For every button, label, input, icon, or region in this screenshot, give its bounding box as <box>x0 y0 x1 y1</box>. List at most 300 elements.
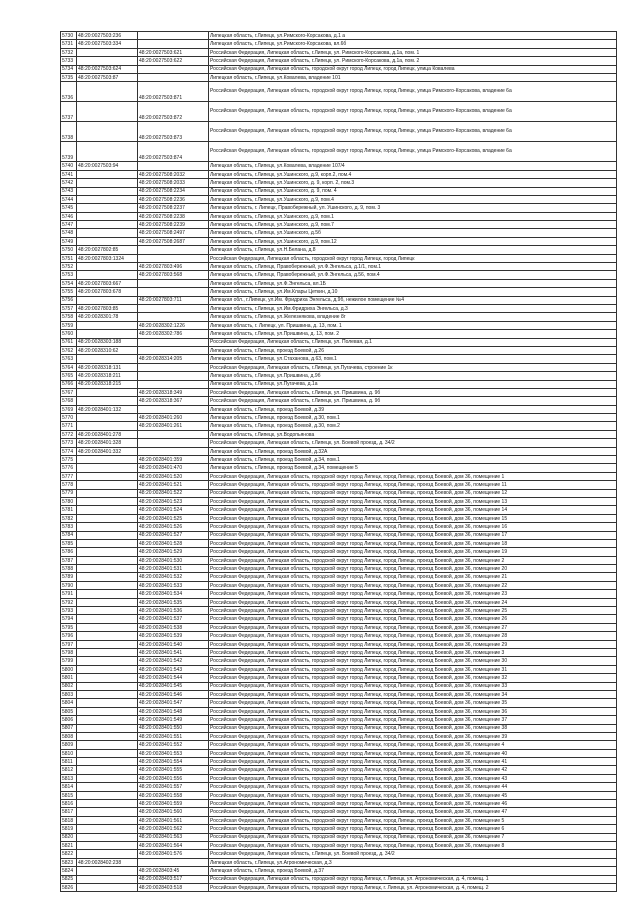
address-cell: Российская Федерация, Липецкая область, городской округ город Липецк, город Липецк, проезд Боевой, дом 36, помещение 8 <box>209 841 617 849</box>
row-number-cell: 5749 <box>61 237 77 245</box>
row-number-cell: 5754 <box>61 279 77 287</box>
land-cadastral-number-cell <box>77 841 138 849</box>
premises-cadastral-number-cell: 48:20:0028401:552 <box>138 741 209 749</box>
table-row <box>61 665 617 673</box>
premises-cadastral-number-cell: 48:20:0027508:2236 <box>138 195 209 203</box>
table-row <box>61 122 617 142</box>
table-row <box>61 388 617 396</box>
premises-cadastral-number-cell: 48:20:0028401:543 <box>138 665 209 673</box>
premises-cadastral-number-cell: 48:20:0028401:538 <box>138 623 209 631</box>
table-row <box>61 825 617 833</box>
land-cadastral-number-cell <box>77 539 138 547</box>
table-row <box>61 304 617 312</box>
row-number-cell: 5782 <box>61 514 77 522</box>
premises-cadastral-number-cell <box>138 279 209 287</box>
address-cell: Российская Федерация, Липецкая область, г.Липецк, ул. Боевой проезд, д. 34/2 <box>209 439 617 447</box>
table-row <box>61 783 617 791</box>
table-row <box>61 82 617 102</box>
row-number-cell: 5732 <box>61 48 77 56</box>
row-number-cell: 5768 <box>61 397 77 405</box>
premises-cadastral-number-cell: 48:20:0028302:1226 <box>138 321 209 329</box>
premises-cadastral-number-cell <box>138 246 209 254</box>
land-cadastral-number-cell <box>77 774 138 782</box>
premises-cadastral-number-cell: 48:20:0028401:520 <box>138 472 209 480</box>
table-row <box>61 649 617 657</box>
address-cell: Липецкая область, г.Липецк, ул.Им.Клары Цеткин, д.10 <box>209 288 617 296</box>
row-number-cell: 5778 <box>61 481 77 489</box>
row-number-cell: 5742 <box>61 179 77 187</box>
table-row <box>61 657 617 665</box>
records-body <box>61 32 617 892</box>
row-number-cell: 5794 <box>61 615 77 623</box>
premises-cadastral-number-cell: 48:20:0028401:549 <box>138 716 209 724</box>
row-number-cell: 5777 <box>61 472 77 480</box>
row-number-cell: 5746 <box>61 212 77 220</box>
premises-cadastral-number-cell: 48:20:0028401:555 <box>138 766 209 774</box>
premises-cadastral-number-cell: 48:20:0027803:496 <box>138 263 209 271</box>
land-cadastral-number-cell <box>77 212 138 220</box>
premises-cadastral-number-cell: 48:20:0028401:558 <box>138 791 209 799</box>
row-number-cell: 5824 <box>61 867 77 875</box>
land-cadastral-number-cell <box>77 590 138 598</box>
table-row <box>61 707 617 715</box>
address-cell: Российская Федерация, Липецкая область, городской округ город Липецк, город Липецк, проезд Боевой, дом 36, помещение 26 <box>209 615 617 623</box>
address-cell: Российская Федерация, Липецкая область, городской округ город Липецк, г. Липецк, ул. Агрономическая, д. 4, помещ. 2 <box>209 883 617 891</box>
table-row <box>61 221 617 229</box>
land-cadastral-number-cell: 48:20:0027802:85 <box>77 246 138 254</box>
land-cadastral-number-cell: 48:20:0028401:278 <box>77 430 138 438</box>
land-cadastral-number-cell: 48:20:0027803:678 <box>77 288 138 296</box>
address-cell: Российская Федерация, Липецкая область, городской округ город Липецк, город Липецк, проезд Боевой, дом 36, помещение 42 <box>209 766 617 774</box>
premises-cadastral-number-cell <box>138 372 209 380</box>
row-number-cell: 5757 <box>61 304 77 312</box>
row-number-cell: 5803 <box>61 690 77 698</box>
row-number-cell: 5806 <box>61 716 77 724</box>
premises-cadastral-number-cell: 48:20:0028401:561 <box>138 816 209 824</box>
address-cell: Липецкая область, г.Липецк, ул.Ушинского, д.9, пом.7 <box>209 221 617 229</box>
table-row <box>61 288 617 296</box>
row-number-cell: 5811 <box>61 758 77 766</box>
land-cadastral-number-cell: 48:20:0028318:215 <box>77 380 138 388</box>
table-row <box>61 514 617 522</box>
row-number-cell: 5786 <box>61 548 77 556</box>
table-row <box>61 699 617 707</box>
address-cell: Российская Федерация, Липецкая область, городской округ город Липецк, город Липецк, проезд Боевой, дом 36, помещение 13 <box>209 497 617 505</box>
address-cell: Российская Федерация, Липецкая область, городской округ город Липецк, город Липецк, проезд Боевой, дом 36, помещение 28 <box>209 632 617 640</box>
premises-cadastral-number-cell: 48:20:0028403:45 <box>138 867 209 875</box>
row-number-cell: 5751 <box>61 254 77 262</box>
table-row <box>61 102 617 122</box>
table-row <box>61 833 617 841</box>
address-cell: Российская Федерация, Липецкая область, городской округ город Липецк, город Липецк, проезд Боевой, дом 36, помещение 33 <box>209 682 617 690</box>
row-number-cell: 5804 <box>61 699 77 707</box>
table-row <box>61 875 617 883</box>
address-cell: Российская Федерация, Липецкая область, городской округ город Липецк, город Липецк, проезд Боевой, дом 36, помещение 43 <box>209 774 617 782</box>
land-cadastral-number-cell <box>77 825 138 833</box>
row-number-cell: 5820 <box>61 833 77 841</box>
premises-cadastral-number-cell: 48:20:0028401:261 <box>138 422 209 430</box>
premises-cadastral-number-cell <box>138 338 209 346</box>
land-cadastral-number-cell <box>77 800 138 808</box>
land-cadastral-number-cell <box>77 179 138 187</box>
premises-cadastral-number-cell: 48:20:0028401:551 <box>138 732 209 740</box>
table-row <box>61 414 617 422</box>
land-cadastral-number-cell <box>77 707 138 715</box>
land-cadastral-number-cell: 48:20:0027803:667 <box>77 279 138 287</box>
premises-cadastral-number-cell: 48:20:0028401:545 <box>138 682 209 690</box>
table-row <box>61 481 617 489</box>
address-cell: Липецкая область, г.Липецк, ул.Ушинского, д.9, пом.12 <box>209 237 617 245</box>
table-row <box>61 447 617 455</box>
table-row <box>61 212 617 220</box>
address-cell: Российская Федерация, Липецкая область, городской округ город Липецк, город Липецк, проезд Боевой, дом 36, помещение 38 <box>209 724 617 732</box>
row-number-cell: 5764 <box>61 363 77 371</box>
table-row <box>61 405 617 413</box>
premises-cadastral-number-cell: 48:20:0028401:521 <box>138 481 209 489</box>
table-row <box>61 296 617 304</box>
table-row <box>61 623 617 631</box>
premises-cadastral-number-cell: 48:20:0027508:2238 <box>138 212 209 220</box>
address-cell: Российская Федерация, Липецкая область, городской округ город Липецк, город Липецк, проезд Боевой, дом 36, помещение 4 <box>209 741 617 749</box>
address-cell: Липецкая область, г.Липецк, проезд Боевой, д.30, пом.1 <box>209 414 617 422</box>
row-number-cell: 5734 <box>61 65 77 73</box>
table-row <box>61 867 617 875</box>
address-cell: Российская Федерация, Липецкая область, городской округ город Липецк, город Липецк, проезд Боевой, дом 36, помещение 31 <box>209 665 617 673</box>
row-number-cell: 5789 <box>61 573 77 581</box>
address-cell: Российская Федерация, Липецкая область, г.Липецк, ул. Пришвина, д. 9б <box>209 397 617 405</box>
table-row <box>61 439 617 447</box>
address-cell: Липецкая область, г.Липецк, проезд Боевой, д.30, пом.2 <box>209 422 617 430</box>
land-cadastral-number-cell: 48:20:0027503:236 <box>77 32 138 40</box>
address-cell: Российская Федерация, Липецкая область, городской округ город Липецк, город Липецк <box>209 254 617 262</box>
premises-cadastral-number-cell: 48:20:0027803:711 <box>138 296 209 304</box>
address-cell: Российская Федерация, Липецкая область, городской округ город Липецк, город Липецк, проезд Боевой, дом 36, помещение 18 <box>209 539 617 547</box>
premises-cadastral-number-cell: 48:20:0028401:523 <box>138 497 209 505</box>
land-cadastral-number-cell <box>77 397 138 405</box>
land-cadastral-number-cell <box>77 82 138 102</box>
row-number-cell: 5752 <box>61 263 77 271</box>
address-cell: Липецкая область, г.Липецк, ул.Ушинского, д.5б <box>209 229 617 237</box>
premises-cadastral-number-cell: 48:20:0028401:537 <box>138 615 209 623</box>
land-cadastral-number-cell <box>77 833 138 841</box>
premises-cadastral-number-cell <box>138 380 209 388</box>
table-row <box>61 204 617 212</box>
row-number-cell: 5747 <box>61 221 77 229</box>
table-row <box>61 690 617 698</box>
land-cadastral-number-cell <box>77 556 138 564</box>
row-number-cell: 5748 <box>61 229 77 237</box>
address-cell: Липецкая область, г.Липецк, проезд Боевой, д.34, помещение 5 <box>209 464 617 472</box>
address-cell: Российская Федерация, Липецкая область, городской округ город Липецк, город Липецк, проезд Боевой, дом 36, помещение 46 <box>209 800 617 808</box>
premises-cadastral-number-cell: 48:20:0027503:871 <box>138 82 209 102</box>
premises-cadastral-number-cell <box>138 363 209 371</box>
table-row <box>61 330 617 338</box>
premises-cadastral-number-cell: 48:20:0028401:547 <box>138 699 209 707</box>
address-cell: Российская Федерация, Липецкая область, городской округ город Липецк, город Липецк, проезд Боевой, дом 36, помещение 25 <box>209 607 617 615</box>
premises-cadastral-number-cell: 48:20:0027503:872 <box>138 102 209 122</box>
premises-cadastral-number-cell: 48:20:0028401:359 <box>138 456 209 464</box>
premises-cadastral-number-cell: 48:20:0028401:470 <box>138 464 209 472</box>
address-cell: Российская Федерация, Липецкая область, г.Липецк, ул.Пугачева, строение 1к <box>209 363 617 371</box>
premises-cadastral-number-cell <box>138 346 209 354</box>
land-cadastral-number-cell <box>77 514 138 522</box>
row-number-cell: 5798 <box>61 649 77 657</box>
land-cadastral-number-cell <box>77 665 138 673</box>
land-cadastral-number-cell <box>77 682 138 690</box>
address-cell: Российская Федерация, Липецкая область, городской округ город Липецк, город Липецк, проезд Боевой, дом 36, помещение 1 <box>209 472 617 480</box>
row-number-cell: 5800 <box>61 665 77 673</box>
table-row <box>61 791 617 799</box>
row-number-cell: 5795 <box>61 623 77 631</box>
row-number-cell: 5761 <box>61 338 77 346</box>
table-row <box>61 682 617 690</box>
row-number-cell: 5766 <box>61 380 77 388</box>
address-cell: Липецкая область, г.Липецк, проезд Боевой, д.37 <box>209 867 617 875</box>
land-cadastral-number-cell <box>77 388 138 396</box>
premises-cadastral-number-cell: 48:20:0027508:2239 <box>138 221 209 229</box>
premises-cadastral-number-cell: 48:20:0028401:536 <box>138 607 209 615</box>
address-cell: Липецкая область, г.Липецк, ул.Ф.Энгельса, вл.1Б <box>209 279 617 287</box>
table-row <box>61 724 617 732</box>
premises-cadastral-number-cell: 48:20:0027508:2032 <box>138 170 209 178</box>
land-cadastral-number-cell: 48:20:0028401:332 <box>77 447 138 455</box>
premises-cadastral-number-cell: 48:20:0028401:527 <box>138 531 209 539</box>
premises-cadastral-number-cell: 48:20:0027508:2033 <box>138 179 209 187</box>
address-cell: Российская Федерация, Липецкая область, городской округ город Липецк, город Липецк, проезд Боевой, дом 36, помещение 32 <box>209 674 617 682</box>
table-row <box>61 489 617 497</box>
land-cadastral-number-cell <box>77 850 138 858</box>
premises-cadastral-number-cell: 48:20:0028401:540 <box>138 640 209 648</box>
address-cell: Российская Федерация, Липецкая область, городской округ город Липецк, г. Липецк, ул. Агрономическая, д. 4, помещ. 1 <box>209 875 617 883</box>
row-number-cell: 5741 <box>61 170 77 178</box>
address-cell: Российская Федерация, Липецкая область, городской округ город Липецк, город Липецк, проезд Боевой, дом 36, помещение 5 <box>209 816 617 824</box>
land-cadastral-number-cell <box>77 690 138 698</box>
row-number-cell: 5770 <box>61 414 77 422</box>
row-number-cell: 5797 <box>61 640 77 648</box>
address-cell: Липецкая область, г.Липецк, ул.Ушинского, д.9, пом.4 <box>209 195 617 203</box>
row-number-cell: 5780 <box>61 497 77 505</box>
table-row <box>61 774 617 782</box>
row-number-cell: 5822 <box>61 850 77 858</box>
land-cadastral-number-cell: 48:20:0027803:1324 <box>77 254 138 262</box>
land-cadastral-number-cell <box>77 649 138 657</box>
premises-cadastral-number-cell: 48:20:0027803:568 <box>138 271 209 279</box>
land-cadastral-number-cell <box>77 867 138 875</box>
table-row <box>61 556 617 564</box>
premises-cadastral-number-cell: 48:20:0028401:564 <box>138 841 209 849</box>
land-cadastral-number-cell: 48:20:0027503:334 <box>77 40 138 48</box>
premises-cadastral-number-cell: 48:20:0028401:559 <box>138 800 209 808</box>
table-row <box>61 246 617 254</box>
land-cadastral-number-cell <box>77 632 138 640</box>
premises-cadastral-number-cell <box>138 73 209 81</box>
premises-cadastral-number-cell: 48:20:0028401:539 <box>138 632 209 640</box>
row-number-cell: 5796 <box>61 632 77 640</box>
row-number-cell: 5767 <box>61 388 77 396</box>
land-cadastral-number-cell <box>77 204 138 212</box>
premises-cadastral-number-cell: 48:20:0027508:2497 <box>138 229 209 237</box>
land-cadastral-number-cell <box>77 523 138 531</box>
table-row <box>61 716 617 724</box>
address-cell: Российская Федерация, Липецкая область, г.Липецк, ул. Полевая, д.1 <box>209 338 617 346</box>
land-cadastral-number-cell <box>77 607 138 615</box>
address-cell: Липецкая область, г.Липецк, ул.Им.Фридриха Энгельса, д.3 <box>209 304 617 312</box>
premises-cadastral-number-cell: 48:20:0028401:522 <box>138 489 209 497</box>
table-row <box>61 142 617 162</box>
row-number-cell: 5731 <box>61 40 77 48</box>
address-cell: Российская Федерация, Липецкая область, городской округ город Липецк, город Липецк, улица Римского-Корсакова, владение 6а <box>209 82 617 102</box>
land-cadastral-number-cell <box>77 330 138 338</box>
premises-cadastral-number-cell <box>138 65 209 73</box>
premises-cadastral-number-cell: 48:20:0028314:205 <box>138 355 209 363</box>
table-row <box>61 73 617 81</box>
land-cadastral-number-cell <box>77 816 138 824</box>
address-cell: Липецкая область, г.Липецк, ул.Ушинского, д. 9, пом. 4 <box>209 187 617 195</box>
row-number-cell: 5765 <box>61 372 77 380</box>
row-number-cell: 5807 <box>61 724 77 732</box>
table-row <box>61 380 617 388</box>
table-row <box>61 598 617 606</box>
row-number-cell: 5743 <box>61 187 77 195</box>
row-number-cell: 5772 <box>61 430 77 438</box>
row-number-cell: 5825 <box>61 875 77 883</box>
row-number-cell: 5808 <box>61 732 77 740</box>
table-row <box>61 57 617 65</box>
land-cadastral-number-cell <box>77 414 138 422</box>
address-cell: Российская Федерация, Липецкая область, городской округ город Липецк, город Липецк, проезд Боевой, дом 36, помещение 12 <box>209 489 617 497</box>
address-cell: Российская Федерация, Липецкая область, городской округ город Липецк, город Липецк, улица Римского-Корсакова, владение 6а <box>209 102 617 122</box>
premises-cadastral-number-cell: 48:20:0028401:544 <box>138 674 209 682</box>
land-cadastral-number-cell <box>77 489 138 497</box>
premises-cadastral-number-cell <box>138 439 209 447</box>
address-cell: Российская Федерация, Липецкая область, городской округ город Липецк, город Липецк, проезд Боевой, дом 36, помещение 23 <box>209 590 617 598</box>
table-row <box>61 263 617 271</box>
row-number-cell: 5759 <box>61 321 77 329</box>
land-cadastral-number-cell <box>77 808 138 816</box>
table-row <box>61 573 617 581</box>
address-cell: Российская Федерация, Липецкая область, городской округ город Липецк, город Липецк, проезд Боевой, дом 36, помещение 44 <box>209 783 617 791</box>
address-cell: Российская Федерация, Липецкая область, г.Липецк, ул. Боевой проезд, д. 34/2 <box>209 850 617 858</box>
table-row <box>61 640 617 648</box>
table-row <box>61 674 617 682</box>
table-row <box>61 372 617 380</box>
row-number-cell: 5762 <box>61 346 77 354</box>
land-cadastral-number-cell <box>77 598 138 606</box>
premises-cadastral-number-cell <box>138 304 209 312</box>
address-cell: Российская Федерация, Липецкая область, городской округ город Липецк, город Липецк, проезд Боевой, дом 36, помещение 37 <box>209 716 617 724</box>
land-cadastral-number-cell <box>77 296 138 304</box>
land-cadastral-number-cell <box>77 142 138 162</box>
land-cadastral-number-cell <box>77 699 138 707</box>
premises-cadastral-number-cell <box>138 162 209 170</box>
address-cell: Российская Федерация, Липецкая область, городской округ город Липецк, город Липецк, проезд Боевой, дом 36, помещение 30 <box>209 657 617 665</box>
land-cadastral-number-cell: 48:20:0028401:328 <box>77 439 138 447</box>
address-cell: Липецкая область, г.Липецк, проезд Боевой, д.26 <box>209 346 617 354</box>
row-number-cell: 5740 <box>61 162 77 170</box>
land-cadastral-number-cell: 48:20:0028318:131 <box>77 363 138 371</box>
row-number-cell: 5756 <box>61 296 77 304</box>
land-cadastral-number-cell <box>77 732 138 740</box>
land-cadastral-number-cell <box>77 724 138 732</box>
address-cell: Российская Федерация, Липецкая область, городской округ город Липецк, город Липецк, проезд Боевой, дом 36, помещение 27 <box>209 623 617 631</box>
table-row <box>61 464 617 472</box>
row-number-cell: 5744 <box>61 195 77 203</box>
land-cadastral-number-cell: 48:20:0028401:132 <box>77 405 138 413</box>
land-cadastral-number-cell <box>77 573 138 581</box>
premises-cadastral-number-cell: 48:20:0028401:531 <box>138 565 209 573</box>
premises-cadastral-number-cell: 48:20:0028401:528 <box>138 539 209 547</box>
premises-cadastral-number-cell <box>138 254 209 262</box>
premises-cadastral-number-cell: 48:20:0027508:2687 <box>138 237 209 245</box>
row-number-cell: 5812 <box>61 766 77 774</box>
premises-cadastral-number-cell: 48:20:0028401:526 <box>138 523 209 531</box>
address-cell: Липецкая область, г.Липецк, проезд Боевой, д.39 <box>209 405 617 413</box>
address-cell: Липецкая обл., г.Липецк, ул.Им. Фридриха Энгельса, д.9б, нежилое помещение №4 <box>209 296 617 304</box>
land-cadastral-number-cell <box>77 766 138 774</box>
premises-cadastral-number-cell: 48:20:0028401:535 <box>138 598 209 606</box>
address-cell: Российская Федерация, Липецкая область, городской округ город Липецк, город Липецк, проезд Боевой, дом 36, помещение 36 <box>209 707 617 715</box>
address-cell: Липецкая область, г.Липецк, Правобережный, ул.Ф.Энгельса, д.1/1, пом.1 <box>209 263 617 271</box>
address-cell: Российская Федерация, Липецкая область, городской округ город Липецк, город Липецк, проезд Боевой, дом 36, помещение 15 <box>209 514 617 522</box>
land-cadastral-number-cell <box>77 237 138 245</box>
premises-cadastral-number-cell <box>138 858 209 866</box>
table-row <box>61 170 617 178</box>
land-cadastral-number-cell <box>77 565 138 573</box>
address-cell: Российская Федерация, Липецкая область, городской округ город Липецк, город Липецк, проезд Боевой, дом 36, помещение 21 <box>209 573 617 581</box>
address-cell: Российская Федерация, Липецкая область, городской округ город Липецк, город Липецк, проезд Боевой, дом 36, помещение 17 <box>209 531 617 539</box>
land-cadastral-number-cell <box>77 883 138 891</box>
table-row <box>61 355 617 363</box>
row-number-cell: 5769 <box>61 405 77 413</box>
table-row <box>61 590 617 598</box>
land-cadastral-number-cell <box>77 749 138 757</box>
table-row <box>61 741 617 749</box>
land-cadastral-number-cell <box>77 623 138 631</box>
land-cadastral-number-cell <box>77 48 138 56</box>
row-number-cell: 5819 <box>61 825 77 833</box>
premises-cadastral-number-cell: 48:20:0028401:557 <box>138 783 209 791</box>
row-number-cell: 5775 <box>61 456 77 464</box>
address-cell: Российская Федерация, Липецкая область, городской округ город Липецк, город Липецк, проезд Боевой, дом 36, помещение 22 <box>209 581 617 589</box>
address-cell: Российская Федерация, Липецкая область, городской округ город Липецк, город Липецк, проезд Боевой, дом 36, помещение 2 <box>209 556 617 564</box>
address-cell: Российская Федерация, Липецкая область, городской округ город Липецк, город Липецк, проезд Боевой, дом 36, помещение 7 <box>209 833 617 841</box>
land-cadastral-number-cell <box>77 875 138 883</box>
table-row <box>61 338 617 346</box>
row-number-cell: 5750 <box>61 246 77 254</box>
table-row <box>61 531 617 539</box>
address-cell: Российская Федерация, Липецкая область, городской округ город Липецк, город Липецк, проезд Боевой, дом 36, помещение 39 <box>209 732 617 740</box>
premises-cadastral-number-cell: 48:20:0028403:518 <box>138 883 209 891</box>
address-cell: Липецкая область, г. Липецк, Правобережный, ул. Ушинского, д. 9, пом. 3 <box>209 204 617 212</box>
address-cell: Липецкая область, г.Липецк, ул.Ушинского, д.9, корп.2, пом.4 <box>209 170 617 178</box>
land-cadastral-number-cell <box>77 481 138 489</box>
address-cell: Липецкая область, г. Липецк, ул. Пришвина, д. 13, пом. 1 <box>209 321 617 329</box>
address-cell: Липецкая область, г.Липецк, ул.Ковалева, владение 101 <box>209 73 617 81</box>
row-number-cell: 5779 <box>61 489 77 497</box>
address-cell: Российская Федерация, Липецкая область, г.Липецк, ул. Пришвина, д. 9б <box>209 388 617 396</box>
address-cell: Российская Федерация, Липецкая область, городской округ город Липецк, город Липецк, улица Римского-Корсакова, владение 6а <box>209 122 617 142</box>
land-cadastral-number-cell: 48:20:0027503:94 <box>77 162 138 170</box>
address-cell: Российская Федерация, Липецкая область, городской округ город Липецк, город Липецк, проезд Боевой, дом 36, помещение 20 <box>209 565 617 573</box>
land-cadastral-number-cell <box>77 657 138 665</box>
row-number-cell: 5735 <box>61 73 77 81</box>
row-number-cell: 5737 <box>61 102 77 122</box>
address-cell: Российская Федерация, Липецкая область, городской округ город Липецк, город Липецк, проезд Боевой, дом 36, помещение 3 <box>209 649 617 657</box>
premises-cadastral-number-cell: 48:20:0028401:554 <box>138 758 209 766</box>
premises-cadastral-number-cell: 48:20:0028318:367 <box>138 397 209 405</box>
address-cell: Российская Федерация, Липецкая область, городской округ город Липецк, город Липецк, проезд Боевой, дом 36, помещение 29 <box>209 640 617 648</box>
land-cadastral-number-cell <box>77 674 138 682</box>
